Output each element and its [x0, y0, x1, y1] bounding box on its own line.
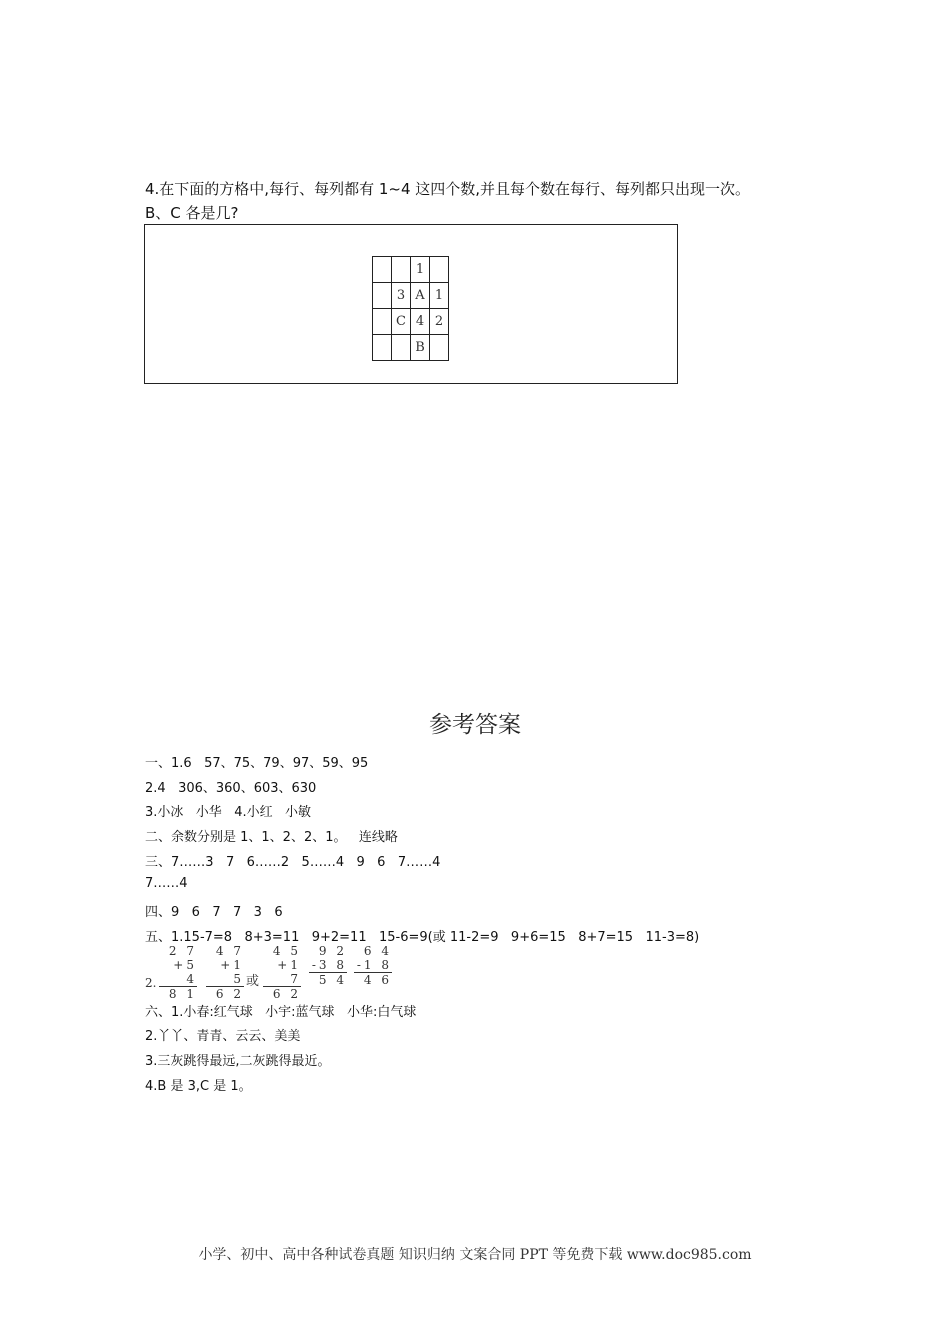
grid-cell: [430, 335, 449, 361]
grid-cell: [373, 283, 392, 309]
grid-row: [373, 257, 449, 283]
calc-top: 9 2: [318, 944, 347, 958]
calc-top: 4 7: [215, 944, 244, 958]
vertical-calc: [159, 944, 197, 1001]
calc-top: 4 5: [272, 944, 301, 958]
answer-line: 2.4 306、360、603、630: [145, 781, 317, 796]
answer-line: 4.B 是 3,C 是 1。: [145, 1079, 252, 1094]
answer-line: 二、余数分别是 1、1、2、2、1。 连线略: [145, 830, 398, 845]
calc-result: 5 4: [309, 972, 347, 987]
calc-result: 6 2: [263, 986, 301, 1001]
answer-line: 7……4: [145, 876, 188, 891]
answer-line: 2.丫丫、青青、云云、美美: [145, 1029, 301, 1044]
question-4-line1: 4.在下面的方格中,每行、每列都有 1~4 这四个数,并且每个数在每行、每列都只出现一次。: [145, 180, 751, 198]
grid-cell: 1: [411, 257, 430, 283]
calc-mid: +5 4: [173, 958, 197, 986]
calc-result: 4 6: [354, 972, 392, 987]
number-grid: [372, 256, 449, 361]
calc-prefix: 2.: [145, 976, 157, 990]
grid-row: [373, 283, 449, 309]
grid-cell: C: [392, 309, 411, 335]
grid-cell: 4: [411, 309, 430, 335]
grid-cell: [392, 257, 411, 283]
calc-mid: -1 8: [356, 958, 392, 972]
calc-mid: +1 7: [277, 958, 301, 986]
grid-cell: B: [411, 335, 430, 361]
grid-cell: [430, 257, 449, 283]
grid-row: [373, 335, 449, 361]
grid-cell: 2: [430, 309, 449, 335]
grid-cell: [373, 309, 392, 335]
grid-row: [373, 309, 449, 335]
calc-result: 8 1: [159, 986, 197, 1001]
calc-mid: -3 8: [311, 958, 347, 972]
answer-line: 五、1.15-7=8 8+3=11 9+2=11 15-6=9(或 11-2=9 9+6=15 8+7=15 11-3=8): [145, 930, 700, 945]
question-4: [145, 177, 750, 225]
question-4-line2: B、C 各是几?: [145, 204, 239, 222]
calc-top: 2 7: [168, 944, 197, 958]
vertical-calc: [206, 944, 244, 1001]
answer-line: 3.三灰跳得最远,二灰跳得最近。: [145, 1054, 331, 1069]
vertical-calc: [354, 944, 392, 987]
answers-title: 参考答案: [429, 712, 521, 738]
calc-mid: +1 5: [220, 958, 244, 986]
grid-cell: 1: [430, 283, 449, 309]
grid-cell: A: [411, 283, 430, 309]
footer-text: 小学、初中、高中各种试卷真题 知识归纳 文案合同 PPT 等免费下载 www.doc985.com: [198, 1247, 752, 1263]
vertical-calculations: [145, 944, 445, 1001]
grid-cell: [373, 335, 392, 361]
vertical-calc: [263, 944, 301, 1001]
calc-or: 或: [246, 974, 260, 989]
grid-cell: 3: [392, 283, 411, 309]
grid-cell: [392, 335, 411, 361]
calc-result: 6 2: [206, 986, 244, 1001]
answer-line: 三、7……3 7 6……2 5……4 9 6 7……4: [145, 855, 441, 870]
calc-top: 6 4: [363, 944, 392, 958]
answer-line: 3.小冰 小华 4.小红 小敏: [145, 805, 311, 820]
grid-cell: [373, 257, 392, 283]
vertical-calc: [309, 944, 347, 987]
answer-line: 四、9 6 7 7 3 6: [145, 905, 283, 920]
answer-line: 六、1.小春:红气球 小宇:蓝气球 小华:白气球: [145, 1005, 417, 1020]
answer-line: 一、1.6 57、75、79、97、59、95: [145, 756, 369, 771]
